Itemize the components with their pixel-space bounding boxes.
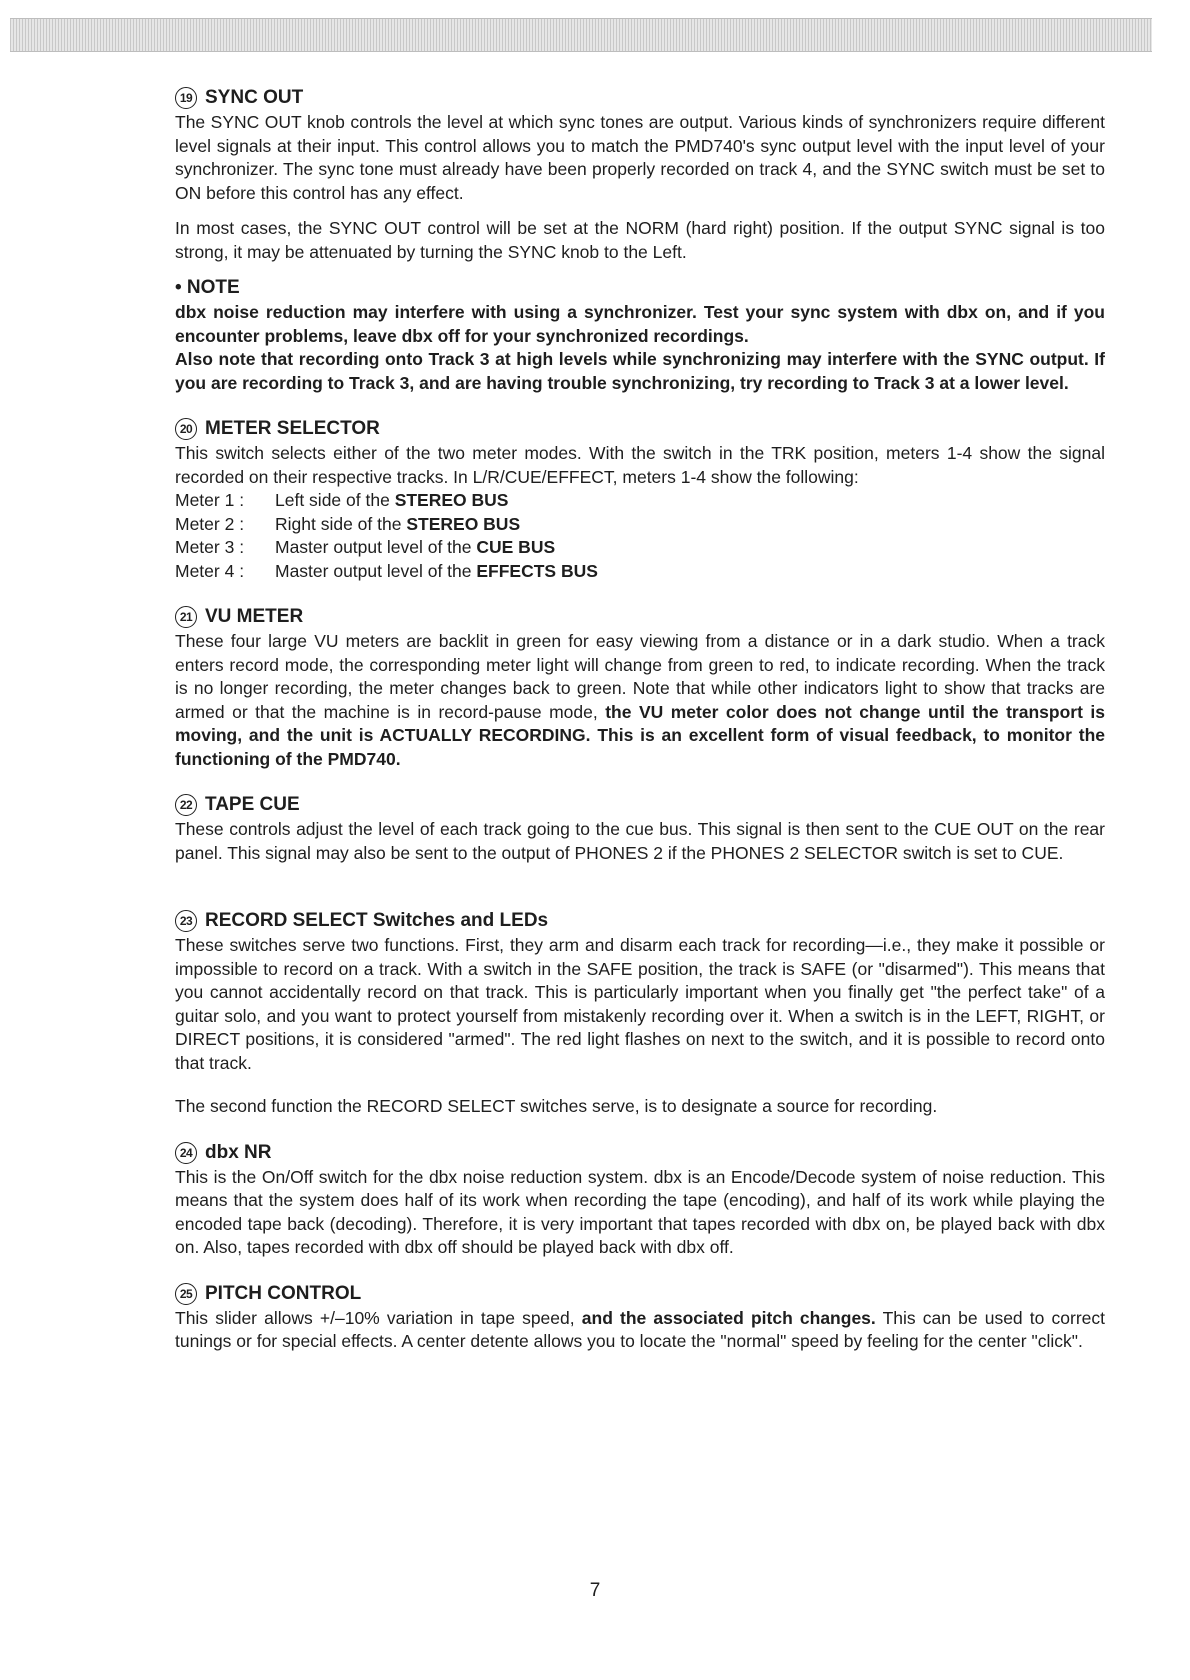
meter-description: Left side of the STEREO BUS: [275, 490, 509, 510]
emphasis-text: the VU meter color does not change until the transport is moving, and the unit is ACTUALLY RECORDING. This is an excellent form of visual feedback, to monitor the functioning of the PMD740.: [175, 701, 1105, 769]
meter-row: [175, 536, 1105, 560]
bus-name: CUE BUS: [476, 537, 556, 557]
section-heading: [175, 1141, 1105, 1165]
section-dbx-nr: [175, 1141, 1105, 1260]
section-title: VU METER: [205, 606, 304, 627]
note-text: Also note that recording onto Track 3 at high levels while synchronizing may interfere with the SYNC output. If you are recording to Track 3, and are having trouble synchronizing, try recording to Track 3 at a lower level.: [175, 349, 1105, 393]
section-heading: [175, 1282, 1105, 1306]
section-title: RECORD SELECT Switches and LEDs: [205, 910, 549, 931]
paragraph: The second function the RECORD SELECT switches serve, is to designate a source for recording.: [175, 1096, 938, 1116]
section-title: PITCH CONTROL: [205, 1282, 362, 1304]
section-heading: [175, 417, 1105, 441]
section-title: SYNC OUT: [205, 87, 304, 108]
paragraph: These four large VU meters are backlit in green for easy viewing from a distance or in a dark studio. When a track enters record mode, the corresponding meter light will change from green to red, to indicate recording. When the track is no longer recording, the meter changes back to green. Note that while other indicators light to show that tracks are armed or that the machine is in record-pause mode, the VU meter color does not change until the transport is moving, and the unit is ACTUALLY RECORDING. This is an excellent form of visual feedback, to monitor the functioning of the PMD740.: [175, 631, 1105, 769]
section-heading: [175, 909, 1105, 933]
meter-label: Meter 2 :: [175, 513, 245, 534]
page-number: 7: [589, 1580, 601, 1601]
paragraph: These controls adjust the level of each track going to the cue bus. This signal is then sent to the CUE OUT on the rear panel. This signal may also be sent to the output of PHONES 2 if the PHONES 2 SELECTOR switch is set to CUE.: [175, 819, 1105, 863]
section-number-badge: 21: [175, 606, 197, 628]
bus-name: STEREO BUS: [406, 513, 521, 534]
paragraph: In most cases, the SYNC OUT control will be set at the NORM (hard right) position. If the output SYNC signal is too strong, it may be attenuated by turning the SYNC knob to the Left.: [175, 218, 1105, 262]
section-title: dbx NR: [205, 1141, 272, 1163]
section-number-badge: 25: [175, 1283, 197, 1305]
note-block: [175, 276, 1105, 395]
meter-description: Master output level of the CUE BUS: [275, 537, 556, 557]
paragraph: This slider allows +/–10% variation in tape speed, and the associated pitch changes. This can be used to correct tunings or for special effects. A center detente allows you to locate the "normal" speed by feeling for the center "click".: [175, 1307, 1105, 1351]
meter-description: Master output level of the EFFECTS BUS: [275, 560, 598, 581]
section-title: METER SELECTOR: [205, 418, 380, 439]
section-tape-cue: [175, 793, 1105, 865]
section-number-badge: 24: [175, 1142, 197, 1164]
section-vu-meter: [175, 605, 1105, 771]
meter-label: Meter 3 :: [175, 537, 245, 557]
emphasis-text: and the associated pitch changes.: [581, 1307, 876, 1328]
note-text: dbx noise reduction may interfere with using a synchronizer. Test your sync system with dbx on, and if you encounter problems, leave dbx off for your synchronized recordings.: [175, 302, 1105, 346]
meter-label: Meter 4 :: [175, 560, 245, 581]
section-sync-out: [175, 86, 1105, 395]
meter-description: Right side of the STEREO BUS: [275, 513, 521, 534]
manual-page-content: [175, 86, 1105, 1376]
paragraph: This is the On/Off switch for the dbx noise reduction system. dbx is an Encode/Decode system of noise reduction. This means that the system does half of its work when recording the tape (encoding), and half of its work while playing the encoded tape back (decoding). Therefore, it is very important that tapes recorded with dbx on, be played back with dbx on. Also, tapes recorded with dbx off should be played back with dbx off.: [175, 1166, 1105, 1257]
note-title: • NOTE: [175, 277, 240, 298]
paragraph: These switches serve two functions. First, they arm and disarm each track for recording—i.e., they make it possible or impossible to record on a track. With a switch in the SAFE position, the track is SAFE (or "disarmed"). This means that you cannot accidentally record on that track. This is particularly important when you finally get "the perfect take" of a guitar solo, and you want to protect yourself from mistakenly recording over it. When a switch is in the LEFT, RIGHT, or DIRECT positions, it is considered "armed". The red light flashes on next to the switch, and it is possible to record onto that track.: [175, 935, 1105, 1073]
section-meter-selector: [175, 417, 1105, 583]
top-scan-band: [10, 18, 1152, 52]
meter-row: [175, 513, 1105, 537]
section-title: TAPE CUE: [205, 794, 300, 815]
section-record-select: [175, 909, 1105, 1119]
section-number-badge: 23: [175, 910, 197, 932]
meter-row: [175, 560, 1105, 584]
section-number-badge: 22: [175, 794, 197, 816]
section-number-badge: 19: [175, 87, 197, 109]
section-heading: [175, 86, 1105, 110]
section-number-badge: 20: [175, 418, 197, 440]
section-pitch-control: [175, 1282, 1105, 1354]
meter-label: Meter 1 :: [175, 490, 245, 510]
section-heading: [175, 605, 1105, 629]
paragraph: The SYNC OUT knob controls the level at which sync tones are output. Various kinds of synchronizers require different level signals at their input. This control allows you to match the PMD740's sync output level with the input level of your synchronizer. The sync tone must already have been properly recorded on track 4, and the SYNC switch must be set to ON before this control has any effect.: [175, 112, 1105, 203]
section-heading: [175, 793, 1105, 817]
bus-name: EFFECTS BUS: [476, 560, 598, 581]
meter-list: [175, 489, 1105, 583]
paragraph: This switch selects either of the two meter modes. With the switch in the TRK position, meters 1-4 show the signal recorded on their respective tracks. In L/R/CUE/EFFECT, meters 1-4 show the following:: [175, 443, 1105, 487]
meter-row: [175, 489, 1105, 513]
bus-name: STEREO BUS: [394, 490, 509, 510]
